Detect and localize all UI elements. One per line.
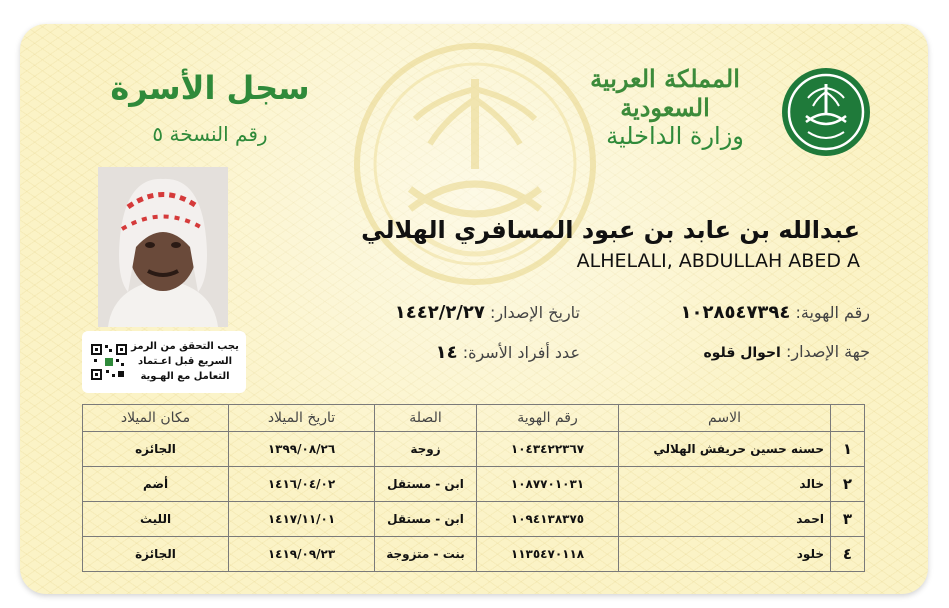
member-birth-place: الجائزة: [83, 537, 229, 572]
column-header: مكان الميلاد: [83, 405, 229, 432]
column-header: الصلة: [375, 405, 477, 432]
member-id: ١٠٨٧٧٠١٠٣١: [477, 467, 619, 502]
row-number: ١: [831, 432, 865, 467]
holder-name-english: ALHELALI, ABDULLAH ABED A: [576, 250, 860, 272]
member-id: ١٠٩٤١٣٨٣٧٥: [477, 502, 619, 537]
ministry-name: وزارة الداخلية: [606, 122, 744, 150]
member-relation: بنت - متزوجة: [375, 537, 477, 572]
member-birth-date: ١٤١٦/٠٤/٠٢: [229, 467, 375, 502]
qr-verification-box: [82, 331, 246, 393]
member-name: احمد: [619, 502, 831, 537]
id-number-value: ١٠٢٨٥٤٧٣٩٤: [680, 302, 791, 323]
member-birth-place: الجائزه: [83, 432, 229, 467]
member-birth-date: ١٤١٧/١١/٠١: [229, 502, 375, 537]
qr-notice-line: السريع قبل اعـتماد: [137, 356, 233, 367]
holder-photo: [98, 167, 228, 327]
member-name: خالد: [619, 467, 831, 502]
member-birth-date: ١٤١٩/٠٩/٢٣: [229, 537, 375, 572]
member-birth-place: أضم: [83, 467, 229, 502]
member-relation: زوجة: [375, 432, 477, 467]
table-row: [83, 467, 865, 502]
family-members-table: [82, 404, 865, 572]
member-id: ١٠٤٣٤٢٢٣٦٧: [477, 432, 619, 467]
table-row: [83, 432, 865, 467]
row-number: ٢: [831, 467, 865, 502]
copy-value: ٥: [152, 122, 164, 146]
column-header: تاريخ الميلاد: [229, 405, 375, 432]
family-count-label: عدد أفراد الأسرة:: [462, 343, 580, 362]
copy-number: [80, 122, 340, 146]
id-number-field: [681, 302, 870, 323]
member-relation: ابن - مستقل: [375, 502, 477, 537]
issuer-value: احوال قلوه: [703, 345, 781, 361]
column-header: رقم الهوية: [477, 405, 619, 432]
member-relation: ابن - مستقل: [375, 467, 477, 502]
family-count-field: [436, 342, 580, 363]
holder-name-arabic: عبدالله بن عابد بن عبود المسافري الهلالي: [361, 216, 860, 244]
row-number: ٣: [831, 502, 865, 537]
copy-label: رقم النسخة: [169, 122, 268, 146]
issuer-field: [703, 342, 870, 361]
kingdom-name: المملكة العربية السعودية: [590, 64, 740, 122]
ministry-emblem-icon: [780, 66, 872, 158]
family-count-value: ١٤: [435, 342, 458, 363]
member-id: ١١٣٥٤٧٠١١٨: [477, 537, 619, 572]
family-register-card: [20, 24, 928, 594]
member-birth-place: الليث: [83, 502, 229, 537]
column-header: الاسم: [619, 405, 831, 432]
member-birth-date: ١٣٩٩/٠٨/٢٦: [229, 432, 375, 467]
table-row: [83, 502, 865, 537]
issue-date-field: [395, 302, 580, 323]
qr-notice: [130, 339, 240, 384]
portrait-icon: [98, 167, 228, 327]
row-number: ٤: [831, 537, 865, 572]
table-row: [83, 537, 865, 572]
qr-notice-line: التعامل مع الهـوية: [140, 371, 230, 382]
id-number-label: رقم الهوية:: [795, 303, 870, 322]
issue-date-label: تاريخ الإصدار:: [489, 303, 580, 322]
table-header-row: [83, 405, 865, 432]
issue-date-value: ١٤٤٢/٢/٢٧: [394, 302, 485, 323]
member-name: حسنه حسين حريفش الهلالي: [619, 432, 831, 467]
qr-code-icon[interactable]: [90, 343, 128, 381]
qr-notice-line: يجب التحقق من الرمز: [131, 341, 239, 352]
column-header: [831, 405, 865, 432]
document-title: سجل الأسرة: [110, 69, 310, 107]
member-name: خلود: [619, 537, 831, 572]
issuer-label: جهة الإصدار:: [785, 342, 870, 361]
